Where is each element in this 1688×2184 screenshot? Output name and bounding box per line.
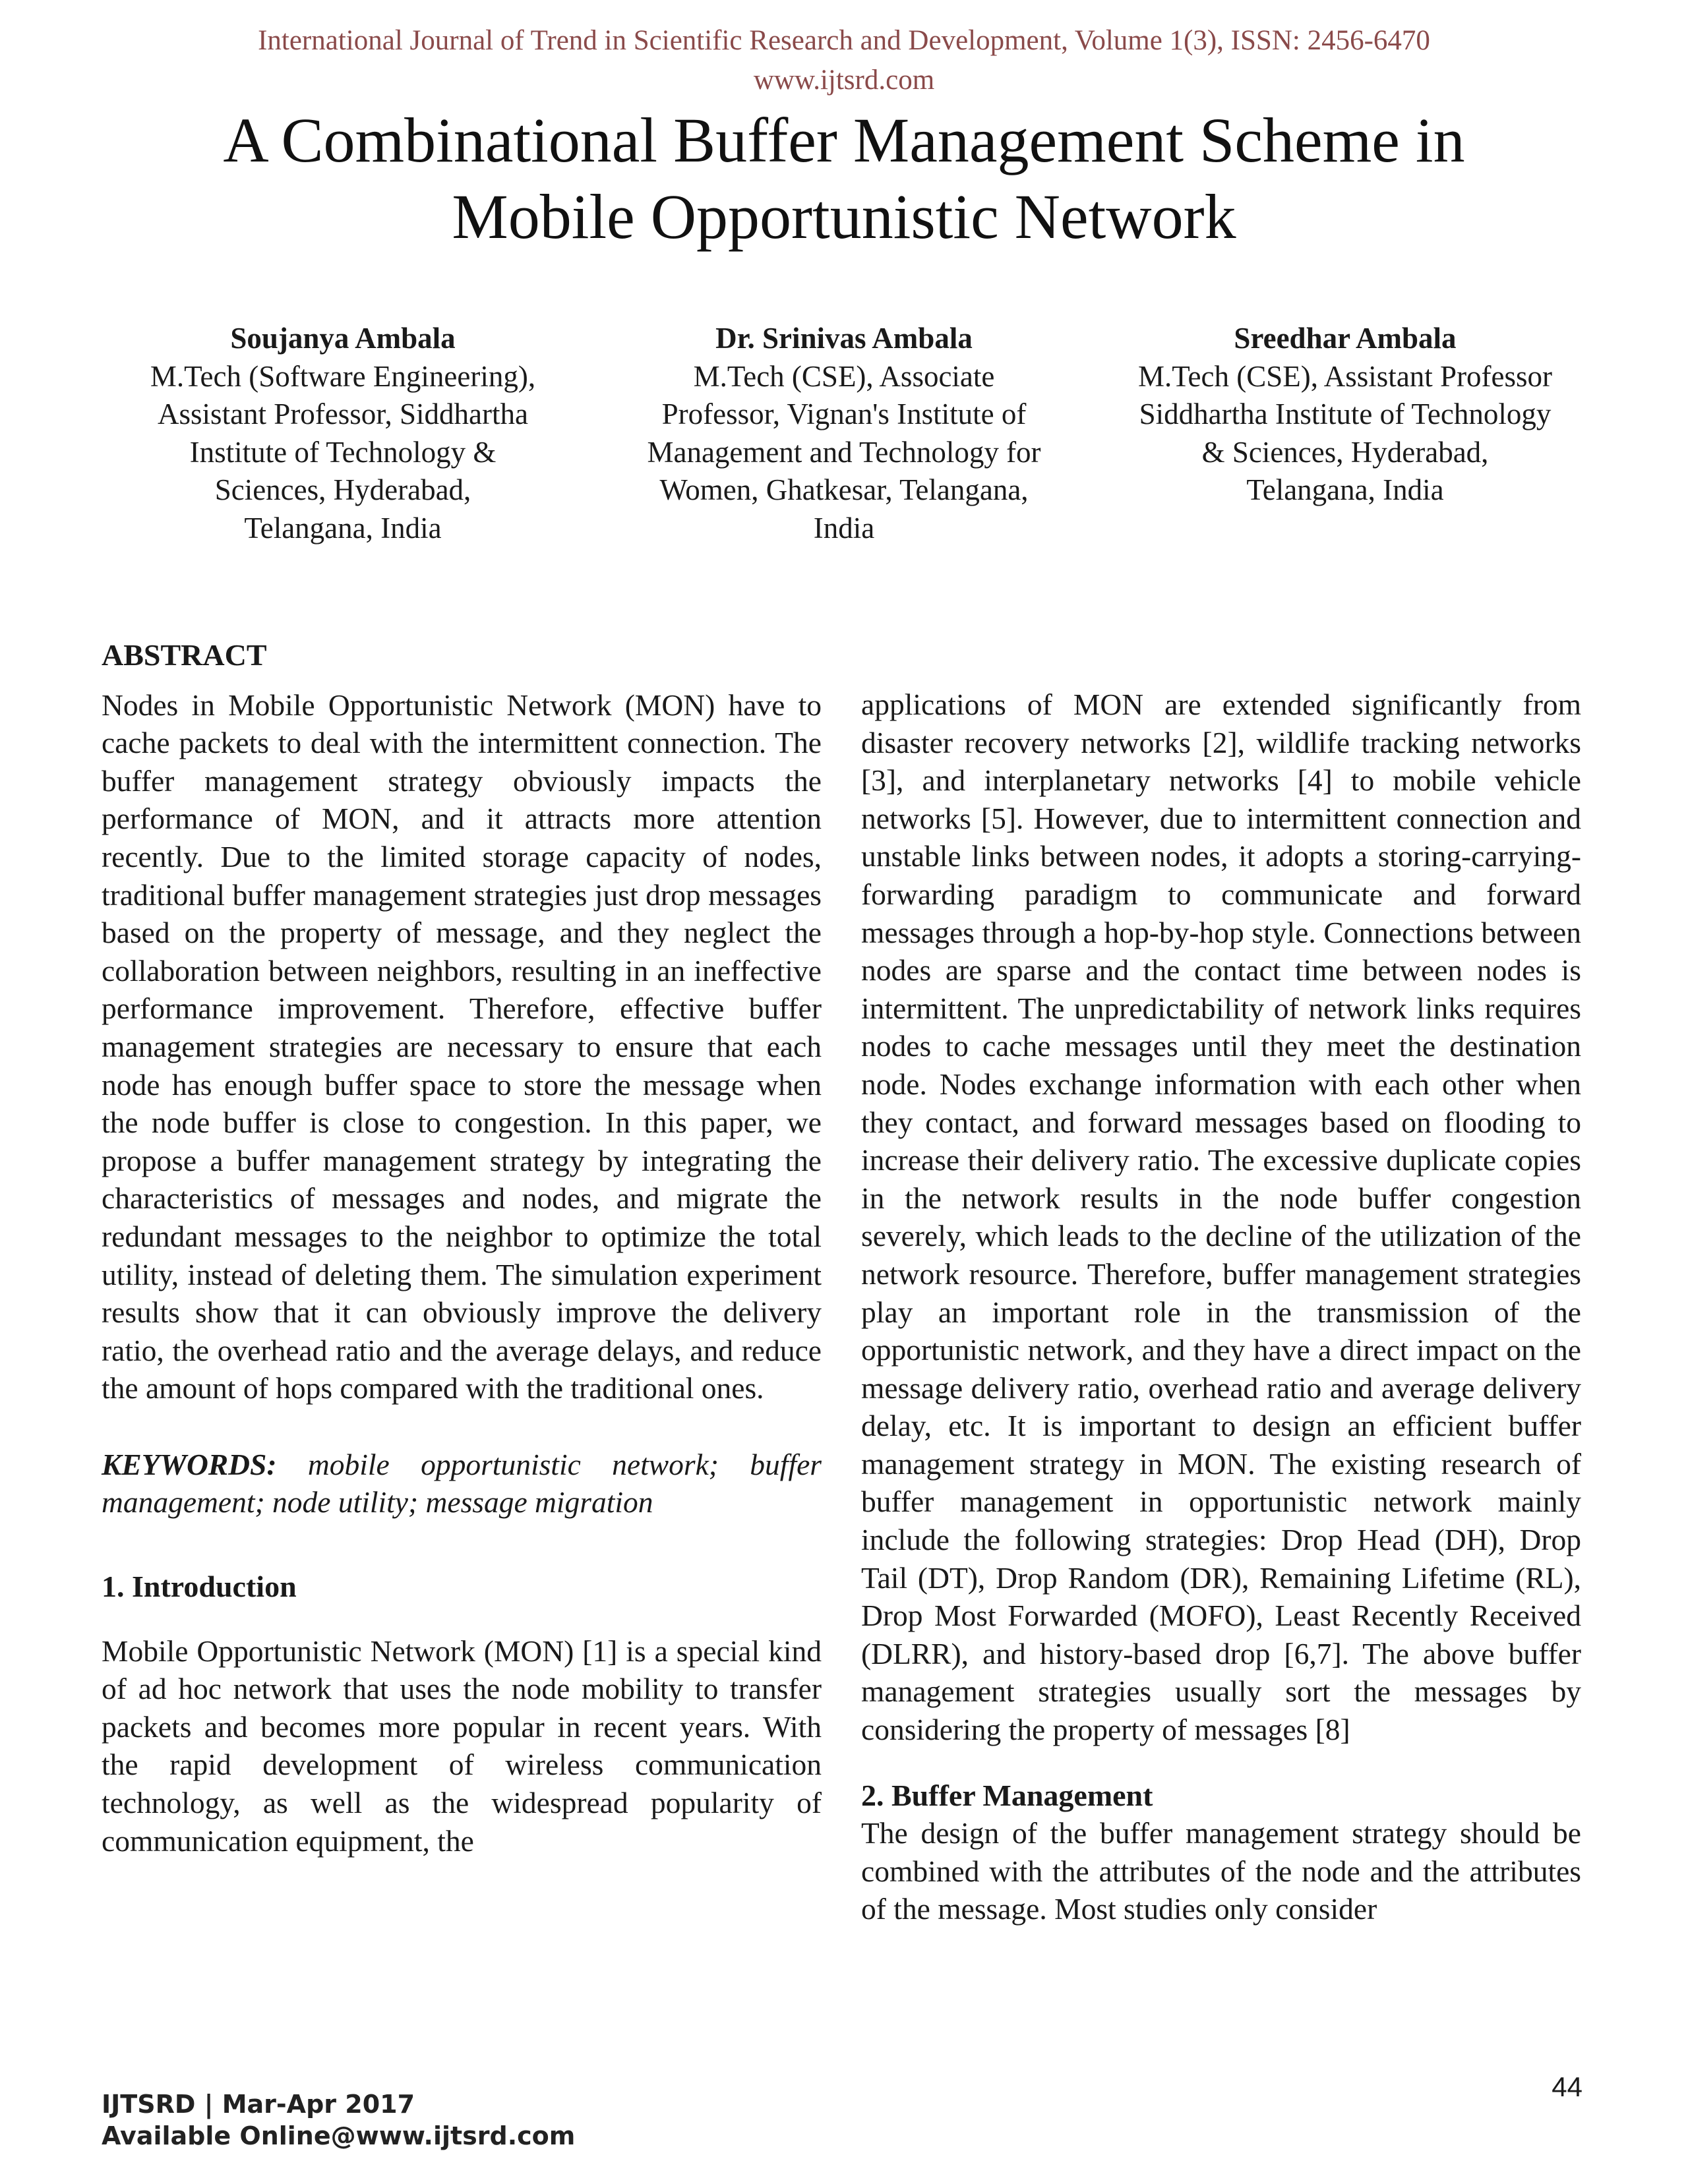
- introduction-text-left: Mobile Opportunistic Network (MON) [1] is a special kind of ad hoc network that uses the node mobility to transfer packets and becomes more popular in recent years. With the rapid development of wireless communication technology, as well as the widespread popularity of communication equipment, the: [102, 1634, 822, 1858]
- author-affiliation: M.Tech (Software Engineering), Assistant Professor, Siddhartha Institute of Technology & Sciences, Hyderabad, Telangana, India: [150, 359, 536, 545]
- journal-website: www.ijtsrd.com: [753, 65, 935, 96]
- introduction-text-right: applications of MON are extended significantly from disaster recovery networks [2], wildlife tracking networks [3], and interplanetary networks [4] to mobile vehicle networks [5]. However, due to intermittent connection and unstable links between nodes, it adopts a storing-carrying-forwarding paradigm to communicate and forward messages through a hop-by-hop style. Connections between nodes are sparse and the contact time between nodes is intermittent. The unpredictability of network links requires nodes to cache messages until they meet the destination node. Nodes exchange information with each other when they contact, and forward messages based on flooding to increase their delivery ratio. The excessive duplicate copies in the network results in the node buffer congestion severely, which leads to the decline of the utilization of the network resource. Therefore, buffer management strategies play an important role in the transmission of the opportunistic network, and they have a direct impact on the message delivery ratio, overhead ratio and average delivery delay, etc. It is important to design an efficient buffer management strategy in MON. The existing research of buffer management in opportunistic network mainly include the following strategies: Drop Head (DH), Drop Tail (DT), Drop Random (DR), Remaining Lifetime (RL), Drop Most Forwarded (MOFO), Least Recently Received (DLRR), and history-based drop [6,7]. The above buffer management strategies usually sort the messages by considering the property of messages [8]: [861, 688, 1581, 1747]
- author-name: Dr. Srinivas Ambala: [715, 322, 973, 355]
- abstract-heading: ABSTRACT: [102, 638, 267, 672]
- buffer-management-text: The design of the buffer management strategy should be combined with the attributes of the node and the attributes of the message. Most studies only consider: [861, 1816, 1581, 1926]
- buffer-management-heading: 2. Buffer Management: [861, 1778, 1153, 1812]
- paper-title-line-1: A Combinational Buffer Management Scheme in: [223, 105, 1465, 175]
- author-name: Soujanya Ambala: [230, 322, 456, 355]
- abstract-text: Nodes in Mobile Opportunistic Network (MON) have to cache packets to deal with the intermittent connection. The buffer management strategy obviously impacts the performance of MON, and it attracts more attention recently. Due to the limited storage capacity of nodes, traditional buffer management strategies just drop messages based on the property of message, and they neglect the collaboration between neighbors, resulting in an ineffective performance improvement. Therefore, effective buffer management strategies are necessary to ensure that each node has enough buffer space to store the message when the node buffer is close to congestion. In this paper, we propose a buffer management strategy by integrating the characteristics of messages and nodes, and migrate the redundant messages to the neighbor to optimize the total utility, instead of deleting them. The simulation experiment results show that it can obviously improve the delivery ratio, the overhead ratio and the average delays, and reduce the amount of hops compared with the traditional ones.: [102, 688, 822, 1405]
- author-block: [99, 320, 1589, 547]
- paper-title-line-2: Mobile Opportunistic Network: [452, 181, 1236, 252]
- paper-title: [0, 102, 1688, 255]
- introduction-heading: 1. Introduction: [102, 1570, 297, 1604]
- keywords-text: mobile opportunistic network; buffer management; node utility; message migration: [102, 1447, 822, 1520]
- author-3: [1101, 320, 1589, 547]
- footer-issue: IJTSRD | Mar-Apr 2017: [102, 2090, 415, 2119]
- right-column: [861, 686, 1581, 1928]
- author-affiliation: M.Tech (CSE), Assistant Professor Siddhartha Institute of Technology & Sciences, Hyderabad, Telangana, India: [1137, 359, 1553, 506]
- journal-name: International Journal of Trend in Scientific Research and Development, Volume 1(3), ISSN: 2456-6470: [258, 25, 1430, 56]
- left-column: [102, 636, 822, 1860]
- keywords-label: KEYWORDS:: [102, 1447, 277, 1481]
- keywords: [102, 1446, 822, 1521]
- author-affiliation: M.Tech (CSE), Associate Professor, Vignan's Institute of Management and Technology for Women, Ghatkesar, Telangana, India: [647, 359, 1041, 545]
- author-1: [99, 320, 587, 547]
- journal-header: [0, 21, 1688, 100]
- author-2: [600, 320, 1088, 547]
- page-number: 44: [1552, 2071, 1582, 2102]
- author-name: Sreedhar Ambala: [1234, 322, 1457, 355]
- footer-website: Available Online@www.ijtsrd.com: [102, 2121, 576, 2150]
- page-footer: [102, 2088, 575, 2152]
